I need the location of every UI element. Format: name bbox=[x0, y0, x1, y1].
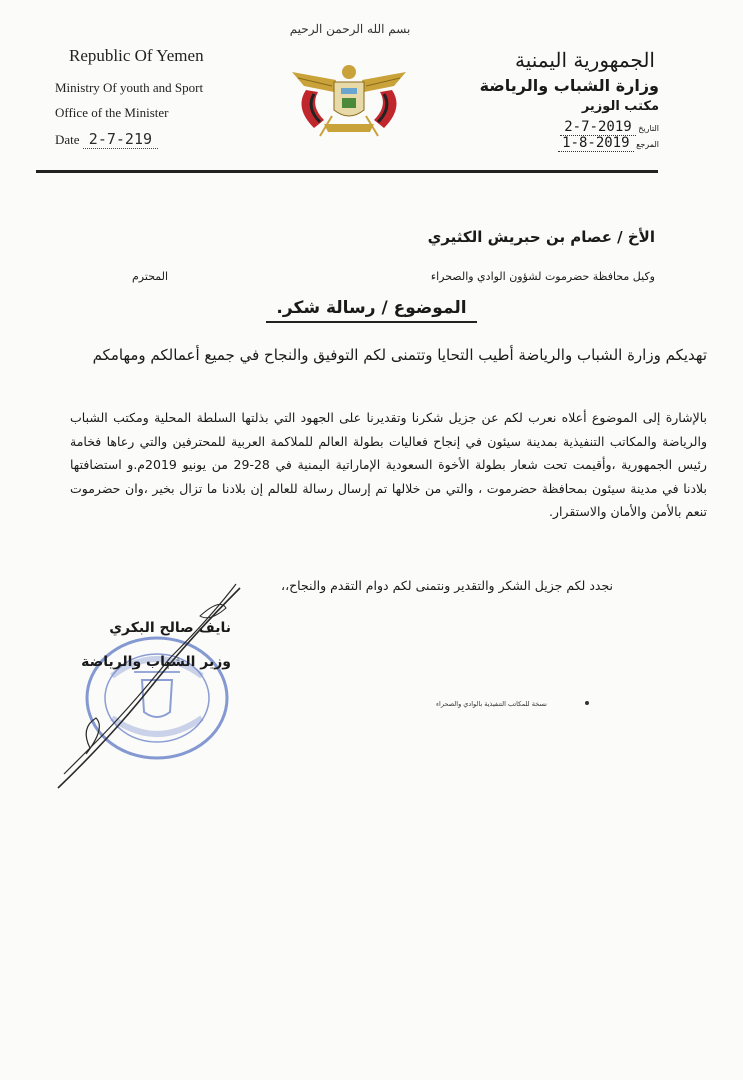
addressee-title: وكيل محافظة حضرموت لشؤون الوادي والصحراء bbox=[430, 270, 655, 283]
paragraph-closing: نجدد لكم جزيل الشكر والتقدير ونتمنى لكم دوام التقدم والنجاح،، bbox=[281, 578, 613, 593]
handwritten-signature bbox=[50, 578, 270, 798]
reference-ar bbox=[419, 136, 659, 152]
header-arabic bbox=[419, 48, 659, 152]
paragraph-body: بالإشارة إلى الموضوع أعلاه نعرب لكم عن جزيل شكرنا وتقديرنا على الجهود التي بذلتها السلطة المحلية ومكتب الشباب والرياضة والمكاتب التنفيذية بمدينة سيئون في إنجاح فعاليات بطولة العالم للملاكمة العربية للمحترفين والتي رعاها فخامة رئيس الجمهورية ،وأقيمت تحت شعار بطولة الأخوة السعودية الإماراتية اليمنية في 28-29 من يونيو 2019م.و استضافتها بلادنا في مدينة سيئون بمحافظة حضرموت ، والتي من خلالها تم إرسال رسالة للعالم إن بلادنا ما تزال بخير ،وان حضرموت تنعم بالأمن والأمان والاستقرار. bbox=[70, 410, 707, 519]
office-ar: مكتب الوزير bbox=[581, 99, 659, 114]
date-label-en: Date bbox=[55, 132, 80, 147]
signer-title: وزير الشباب والرياضة bbox=[81, 654, 231, 670]
copy-note: نسخة للمكاتب التنفيذية بالوادي والصحراء bbox=[436, 700, 547, 708]
copy-bullet bbox=[585, 701, 589, 705]
addressee: الأخ / عصام بن حبريش الكثيري bbox=[427, 228, 655, 246]
country-en: Republic Of Yemen bbox=[69, 46, 204, 65]
date-en bbox=[55, 130, 275, 148]
ministry-en: Ministry Of youth and Sport bbox=[55, 80, 204, 95]
subject-text: الموضوع / رسالة شكر. bbox=[266, 298, 476, 323]
ref-value-ar: 2019-8-1 bbox=[558, 135, 633, 152]
signer-name: نايف صالح البكري bbox=[109, 620, 231, 636]
header-english bbox=[55, 46, 275, 148]
subject bbox=[0, 298, 743, 323]
ministry-ar: وزارة الشباب والرياضة bbox=[479, 76, 659, 95]
date-label-ar: التاريخ bbox=[638, 124, 659, 133]
office-en: Office of the Minister bbox=[55, 105, 169, 120]
date-value-ar: 2019-7-2 bbox=[560, 119, 635, 136]
header-rule bbox=[36, 170, 658, 173]
date-ar bbox=[419, 120, 659, 136]
yemen-emblem-icon bbox=[284, 58, 414, 138]
date-value-en: 2-7-219 bbox=[83, 130, 158, 149]
basmala: بسم الله الرحمن الرحيم bbox=[289, 22, 411, 36]
country-ar: الجمهورية اليمنية bbox=[514, 48, 655, 72]
honorific: المحترم bbox=[132, 270, 169, 283]
ref-label-ar: المرجع bbox=[636, 140, 659, 149]
paragraph-greeting: تهديكم وزارة الشباب والرياضة أطيب التحايا وتتمنى لكم التوفيق والنجاح في جميع أعمالكم ومهامكم bbox=[92, 346, 707, 364]
